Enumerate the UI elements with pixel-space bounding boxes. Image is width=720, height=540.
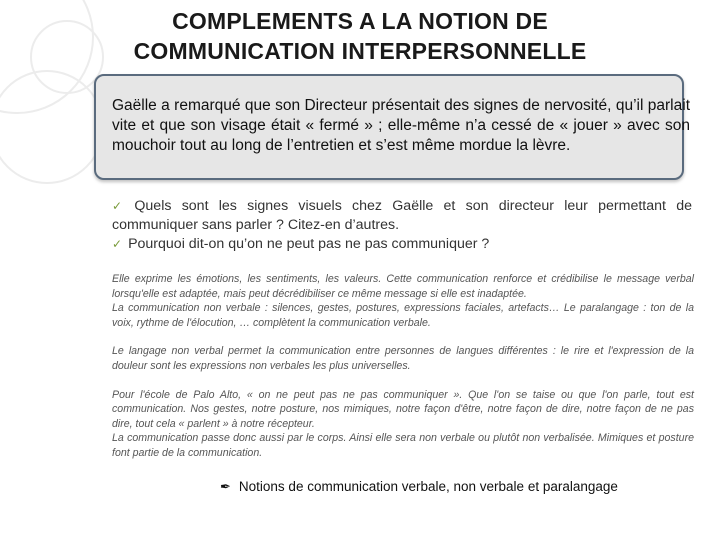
checkmark-icon: ✓ <box>112 237 123 251</box>
answer-block <box>112 272 694 461</box>
answer-paragraph: La communication non verbale : silences, gestes, postures, expressions faciales, artefacts… Le paralangage : ton de la voix, rythme de l'élocution, … complètent la communication verbale. <box>112 302 694 329</box>
answer-paragraph: Elle exprime les émotions, les sentiments, les valeurs. Cette communication renforce et crédibilise le message verbal lorsqu'elle est adaptée, mais peut décrédibiliser ce même message si elle est inadaptée. <box>112 273 694 300</box>
title-line-2: COMMUNICATION INTERPERSONNELLE <box>133 38 587 64</box>
title-line-1: COMPLEMENTS A LA NOTION DE <box>172 8 548 34</box>
decorative-circle <box>30 20 104 94</box>
answer-paragraph: Le langage non verbal permet la communication entre personnes de langues différentes : le rire et l'expression de la douleur sont les expressions non verbales les plus universelles. <box>112 345 694 372</box>
question-text: Quels sont les signes visuels chez Gaëlle et son directeur leur permettant de communiquer sans parler ? Citez-en d’autres. <box>112 198 692 233</box>
question-item <box>112 235 692 254</box>
case-study-text: Gaëlle a remarqué que son Directeur présentait des signes de nervosité, qu’il parlait vite et que son visage était « fermé » ; elle-même n’a cessé de « jouer » avec son mouchoir tout au long de l’entretien et s’est même mordue la lèvre. <box>112 97 690 154</box>
answer-paragraph: La communication passe donc aussi par le corps. Ainsi elle sera non verbale ou plutôt non verbalisée. Mimiques et posture font partie de la communication. <box>112 432 694 459</box>
checkmark-icon: ✓ <box>112 199 129 213</box>
pen-icon: ✒ <box>220 479 231 494</box>
footer-text: Notions de communication verbale, non verbale et paralangage <box>238 479 618 494</box>
question-list <box>112 197 692 254</box>
footer-note <box>220 479 700 495</box>
answer-paragraph: Pour l'école de Palo Alto, « on ne peut pas ne pas communiquer ». Que l'on se taise ou que l'on parle, tout est communication. Nos gestes, notre posture, nos mimiques, notre façon d'être, notre façon de dire, notre façon de ne pas dire, tout cela « parlent » à notre récepteur. <box>112 388 694 430</box>
page-title <box>110 6 610 66</box>
question-item <box>112 197 692 235</box>
question-text: Pourquoi dit-on qu’on ne peut pas ne pas communiquer ? <box>128 236 490 252</box>
